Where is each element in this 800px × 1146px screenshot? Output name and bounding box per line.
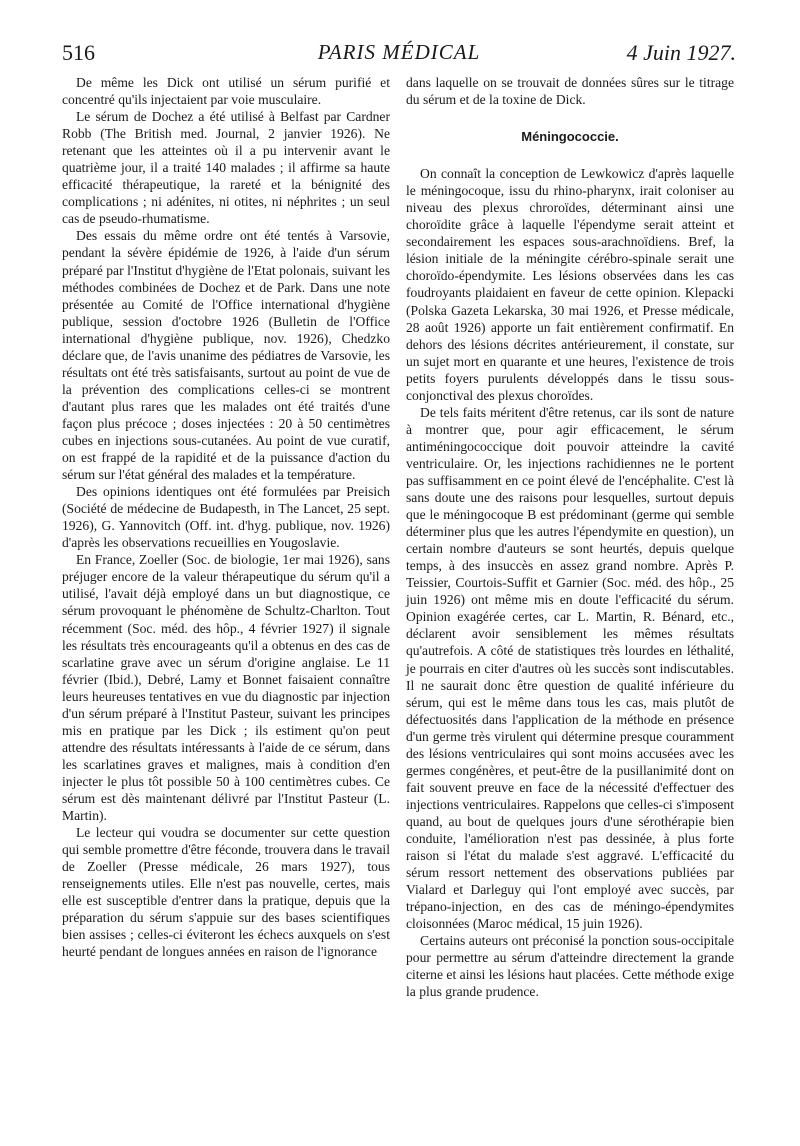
- paragraph: Des essais du même ordre ont été tentés à Varsovie, pendant la sévère épidémie de 1926, à l'aide d'un sérum préparé par l'Institut d'hygiène de l'Etat polonais, suivant les méthodes combinées de Dochez et de Park. Dans une note présentée au Comité de l'Office international d'hygiène publique, session d'octobre 1926 (Bulletin de l'Office international d'hygiène publique, nov. 1926), Chedzko déclare que, de l'avis unanime des pédiatres de Varsovie, les résultats ont été très satisfaisants, surtout au point de vue de la prévention des complications celles-ci se montrent d'autant plus rares que les malades ont été traités d'une façon plus précoce ; doses injectées : 20 à 50 centimètres cubes en injections sous-cutanées. Au point de vue curatif, on est frappé de la rapidité et de la puissance d'action du sérum sur l'état général des malades et la température.: [62, 228, 390, 483]
- section-heading: Méningococcie.: [521, 129, 619, 145]
- paragraph: De même les Dick ont utilisé un sérum purifié et concentré qu'ils injectaient par voie musculaire.: [62, 75, 390, 108]
- running-header: [62, 40, 736, 68]
- issue-date: 4 Juin 1927.: [626, 40, 736, 65]
- paragraph: Certains auteurs ont préconisé la ponction sous-occipitale pour permettre au sérum d'atteindre directement la grande citerne et ainsi les lésions haut placées. Cette méthode exige la plus grande prudence.: [406, 933, 734, 1000]
- left-column: [62, 74, 390, 960]
- journal-title: PARIS MÉDICAL: [317, 40, 481, 64]
- paragraph: Des opinions identiques ont été formulées par Preisich (Société de médecine de Budapesth, in The Lancet, 25 sept. 1926), G. Yannovitch (Off. int. d'hyg. publique, nov. 1926) d'après les observations recueillies en Yougoslavie.: [62, 484, 390, 551]
- paragraph: Le lecteur qui voudra se documenter sur cette question qui semble promettre d'être féconde, trouvera dans le travail de Zoeller (Presse médicale, 26 mars 1927), tous renseignements utiles. Elle n'est pas nouvelle, certes, mais elle est susceptible d'entrer dans la pratique, depuis que la préparation du sérum s'appuie sur des bases scientifiques bien assises ; celles-ci éviteront les échecs auxquels on s'est heurté pendant de longues années en raison de l'ignorance: [62, 825, 390, 960]
- paragraph: En France, Zoeller (Soc. de biologie, 1er mai 1926), sans préjuger encore de la valeur thérapeutique du sérum qu'il a utilisé, l'avait déjà employé dans un but diagnostique, ce sérum provoquant le phénomène de Schultz-Charlton. Tout récemment (Soc. méd. des hôp., 4 février 1927) il signale les résultats très encourageants qu'il a obtenus en des cas de scarlatine grave avec un sérum d'origine anglaise. Le 11 février (Ibid.), Debré, Lamy et Bonnet faisaient connaître leurs heureuses tentatives en vue du diagnostic par injection d'un sérum préparé à l'Institut Pasteur, suivant les principes mis en pratique par les Dick ; ils estiment qu'on peut attendre des résultats intéressants à l'aide de ce sérum, dans les scarlatines graves et malignes, mais à condition d'en injecter le plus tôt possible 50 à 100 centimètres cubes. Ce sérum est dès maintenant délivré par l'Institut Pasteur (L. Martin).: [62, 552, 390, 824]
- paragraph: On connaît la conception de Lewkowicz d'après laquelle le méningocoque, issu du rhino-pharynx, irait coloniser au niveau des plexus chroroïdes, déterminant ainsi une choroïdite grâce à laquelle l'épendyme serait atteint et secondairement les espaces sous-arachnoïdiens. Bref, la lésion initiale de la méningite cérébro-spinale serait une choroïdo-épendymite. Les lésions observées dans les cas foudroyants plaidaient en faveur de cette opinion. Klepacki (Polska Gazeta Lekarska, 30 mai 1926, et Presse médicale, 28 août 1926) apporte un fait entièrement confirmatif. En dehors des lésions décrites antérieurement, il constate, sur un sujet mort en quarante et une heures, l'existence de trois petits foyers purulents développés dans le tissu sous-conjonctival des plexus choroïdes.: [406, 166, 734, 403]
- paragraph: De tels faits méritent d'être retenus, car ils sont de nature à montrer que, pour agir efficacement, le sérum antiméningococcique doit pouvoir atteindre la cavité ventriculaire. Or, les injections rachidiennes ne le portent pas suffisamment en ce point élevé de l'encéphalite. C'est là sans doute une des raisons pour lesquelles, surtout depuis que le méningocoque B est prédominant (germe qui semble déterminer plus que les autres l'épendymite en question), un certain nombre d'auteurs se sont heurtés, depuis quelque temps, à des insuccès en assez grand nombre. Après P. Teissier, Courtois-Suffit et Garnier (Soc. méd. des hôp., 25 juin 1926) ont même mis en doute l'efficacité du sérum. Opinion exagérée certes, car L. Martin, R. Bénard, etc., déclarent avoir sensiblement les mêmes résultats qu'autrefois. A côté de statistiques très lourdes en léthalité, je pourrais en citer d'autres où les succès sont indiscutables. Il ne saurait donc être question de qualité inférieure du sérum, qui est le même dans tous les cas, mais plutôt de défectuosités dans l'application de la méthode en présence d'un germe très virulent qui détermine presque couramment des lésions ventriculaires qui sont moins accusées avec les germes congénères, et peut-être de la pusillanimité dont on fait souvent preuve en face de la nécessité d'effectuer des injections ventriculaires. Rappelons que celles-ci s'imposent quand, au bout de quelques jours d'une sérothérapie bien conduite, l'amélioration n'est pas dessinée, à plus forte raison si l'état du malade s'est aggravé. L'efficacité du sérum ressort nettement des observations publiées par Vialard et Darleguy qui l'ont employé avec succès, par trépano-injection, en des cas de méningo-épendymites cloisonnées (Maroc médical, 15 juin 1926).: [406, 404, 734, 932]
- paragraph: Le sérum de Dochez a été utilisé à Belfast par Cardner Robb (The British med. Journal, 2 janvier 1926). Ne retenant que les atteintes où il a pu intervenir avant le quatrième jour, il a traité 140 malades ; il affirme sa haute efficacité thérapeutique, la rareté et la bénignité des complications ; ni adénites, ni otites, ni néphrites ; un seul cas de pseudo-rhumatisme.: [62, 109, 390, 227]
- paragraph-continuation: dans laquelle on se trouvait de données sûres sur le titrage du sérum et de la toxine de Dick.: [406, 75, 734, 108]
- right-column: [406, 74, 734, 1000]
- page-number: 516: [62, 40, 95, 65]
